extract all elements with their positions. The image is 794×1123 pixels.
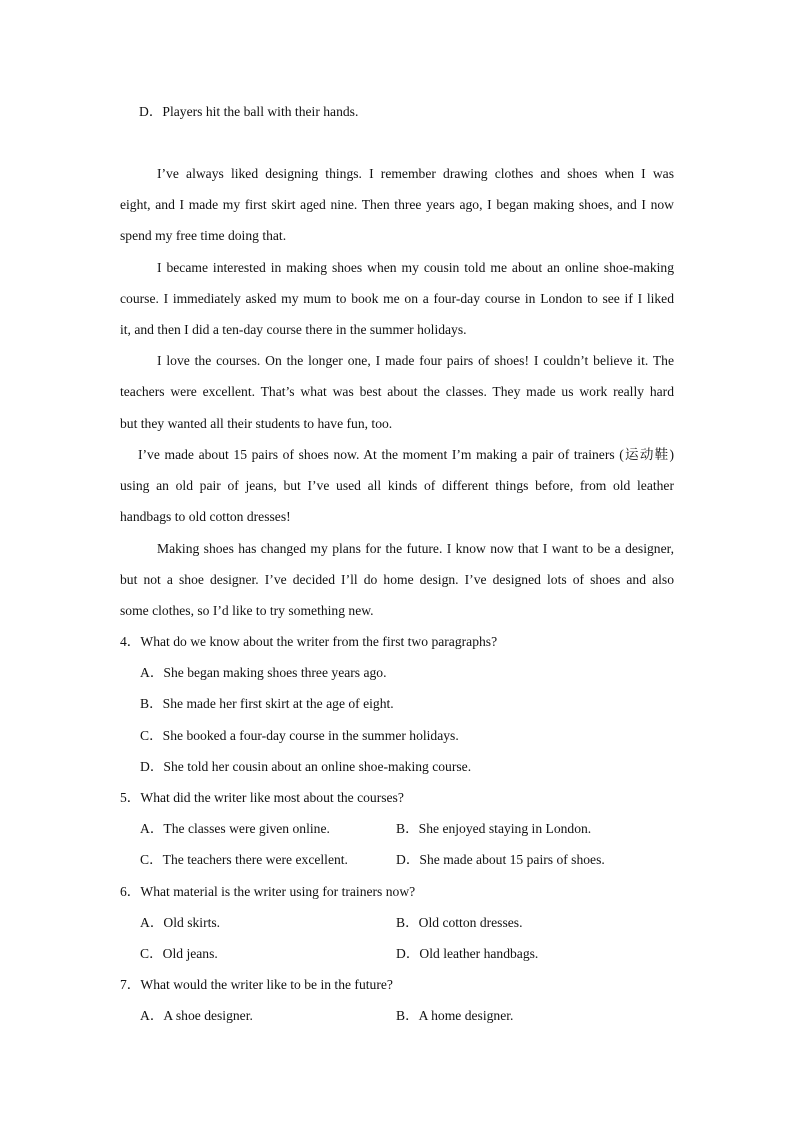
option-c[interactable]: C．Old jeans. (140, 946, 218, 961)
option-c[interactable]: C．She booked a four-day course in the summer holidays. (140, 728, 459, 743)
option-b[interactable]: B．Old cotton dresses. (396, 915, 523, 930)
paragraph-line: but they wanted all their students to have fun, too. (120, 416, 393, 431)
question-stem: 6．What material is the writer using for trainers now? (120, 884, 416, 899)
option-a[interactable]: A．She began making shoes three years ago. (140, 665, 387, 680)
paragraph-line: I became interested in making shoes when my cousin told me about an online shoe-making (157, 260, 674, 275)
paragraph-line: using an old pair of jeans, but I’ve used all kinds of different things before, from old leather (120, 478, 674, 493)
previous-question-option-d: D．Players hit the ball with their hands. (139, 104, 359, 119)
option-b[interactable]: B．She enjoyed staying in London. (396, 821, 592, 836)
option-b[interactable]: B．She made her first skirt at the age of eight. (140, 696, 394, 711)
option-a[interactable]: A．A shoe designer. (140, 1008, 253, 1023)
option-c[interactable]: C．The teachers there were excellent. (140, 852, 348, 867)
paragraph-line: I’ve always liked designing things. I remember drawing clothes and shoes when I was (157, 166, 674, 181)
option-a[interactable]: A．The classes were given online. (140, 821, 330, 836)
option-d[interactable]: D．She made about 15 pairs of shoes. (396, 852, 605, 867)
option-b[interactable]: B．A home designer. (396, 1008, 514, 1023)
paragraph-line: but not a shoe designer. I’ve decided I’ll do home design. I’ve designed lots of shoes and also (120, 572, 674, 587)
paragraph-line: eight, and I made my first skirt aged nine. Then three years ago, I began making shoes, and I now (120, 197, 674, 212)
paragraph-line: spend my free time doing that. (120, 228, 287, 243)
paragraph-line: some clothes, so I’d like to try something new. (120, 603, 374, 618)
paragraph-line: course. I immediately asked my mum to book me on a four-day course in London to see if I liked (120, 291, 674, 306)
option-a[interactable]: A．Old skirts. (140, 915, 221, 930)
paragraph-line: teachers were excellent. That’s what was best about the classes. They made us work really hard (120, 384, 674, 399)
question-stem: 4．What do we know about the writer from the first two paragraphs? (120, 634, 498, 649)
option-d[interactable]: D．Old leather handbags. (396, 946, 539, 961)
paragraph-line: handbags to old cotton dresses! (120, 509, 291, 524)
paragraph-line: it, and then I did a ten-day course there in the summer holidays. (120, 322, 467, 337)
question-stem: 7．What would the writer like to be in the future? (120, 977, 393, 992)
paragraph-line: Making shoes has changed my plans for the future. I know now that I want to be a designer, (157, 541, 674, 556)
question-stem: 5．What did the writer like most about the courses? (120, 790, 404, 805)
paragraph-line: I’ve made about 15 pairs of shoes now. At the moment I’m making a pair of trainers (运动鞋) (138, 447, 674, 462)
option-d[interactable]: D．She told her cousin about an online shoe-making course. (140, 759, 472, 774)
paragraph-line: I love the courses. On the longer one, I made four pairs of shoes! I couldn’t believe it. The (157, 353, 674, 368)
